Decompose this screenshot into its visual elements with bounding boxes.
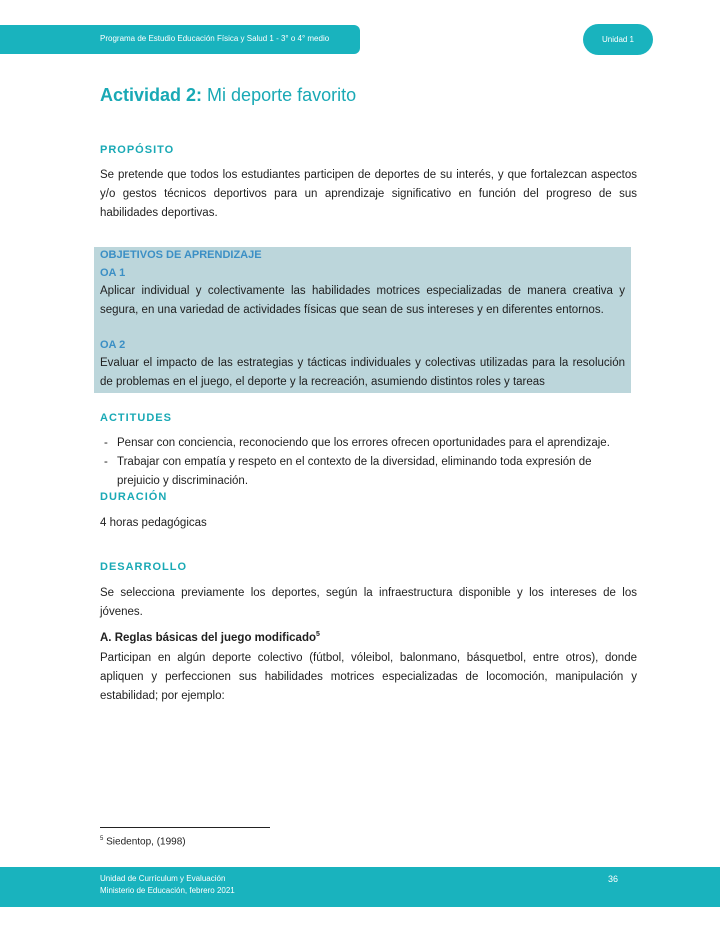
desarrollo-sub-text: Participan en algún deporte colectivo (fútbol, vóleibol, balonmano, básquetbol, entre otros), donde apliquen y perfeccionen sus habilidades motrices especializadas de locomoción, manipulación y estabilidad; por ejemplo: [100, 652, 637, 702]
oa1-code: OA 1 [100, 267, 126, 279]
program-title: Programa de Estudio Educación Física y Salud 1 - 3° o 4° medio [100, 34, 330, 43]
proposito-heading: PROPÓSITO [100, 144, 175, 156]
oa1-text: Aplicar individual y colectivamente las habilidades motrices especializadas de manera creativa y segura, en una variedad de actividades físicas que sean de sus intereses y en diferentes entornos. [100, 285, 625, 316]
desarrollo-intro: Se selecciona previamente los deportes, según la infraestructura disponible y los intereses de los jóvenes. [100, 587, 637, 618]
actitudes-heading: ACTITUDES [100, 412, 172, 424]
activity-name: Mi deporte favorito [207, 85, 357, 105]
objetivos-box [94, 247, 631, 393]
unit-badge [583, 24, 653, 55]
desarrollo-heading: DESARROLLO [100, 561, 187, 573]
sub-heading: A. Reglas básicas del juego modificado$^5$ [100, 631, 320, 644]
actitudes-list [100, 434, 637, 491]
activity-title [100, 85, 356, 106]
objetivos-heading: OBJETIVOS DE APRENDIZAJE [100, 249, 262, 261]
unit-label: Unidad 1 [601, 35, 635, 44]
proposito-text: Se pretende que todos los estudiantes participen de deportes de su interés, y que fortalezcan aspectos y/o gestos técnicos deportivos para un aprendizaje significativo en función del progreso de sus habilidades deportivas. [100, 169, 637, 219]
list-item: - Pensar con conciencia, reconociendo que los errores ofrecen oportunidades para el aprendizaje. [104, 437, 610, 449]
page-number: 36 [608, 874, 619, 884]
footnote-ref: 5 [316, 631, 320, 638]
footer-unit: Unidad de Currículum y Evaluación [100, 874, 226, 883]
footer-ministry: Ministerio de Educación, febrero 2021 [100, 886, 235, 895]
activity-label: Actividad 2: [100, 85, 203, 105]
oa2-code: OA 2 [100, 339, 126, 351]
footnote: $^5$ Siedentop, (1998) [100, 836, 186, 848]
footnote-divider [100, 827, 270, 828]
list-item: - Trabajar con empatía y respeto en el contexto de la diversidad, eliminando toda expresión de prejuicio y discriminación. [104, 456, 592, 487]
oa2-text: Evaluar el impacto de las estrategias y tácticas individuales y colectivas utilizadas para la resolución de problemas en el juego, el deporte y la recreación, asumiendo distintos roles y tareas [100, 357, 625, 388]
duracion-heading: DURACIÓN [100, 491, 168, 503]
duracion-text: 4 horas pedagógicas [100, 517, 207, 529]
